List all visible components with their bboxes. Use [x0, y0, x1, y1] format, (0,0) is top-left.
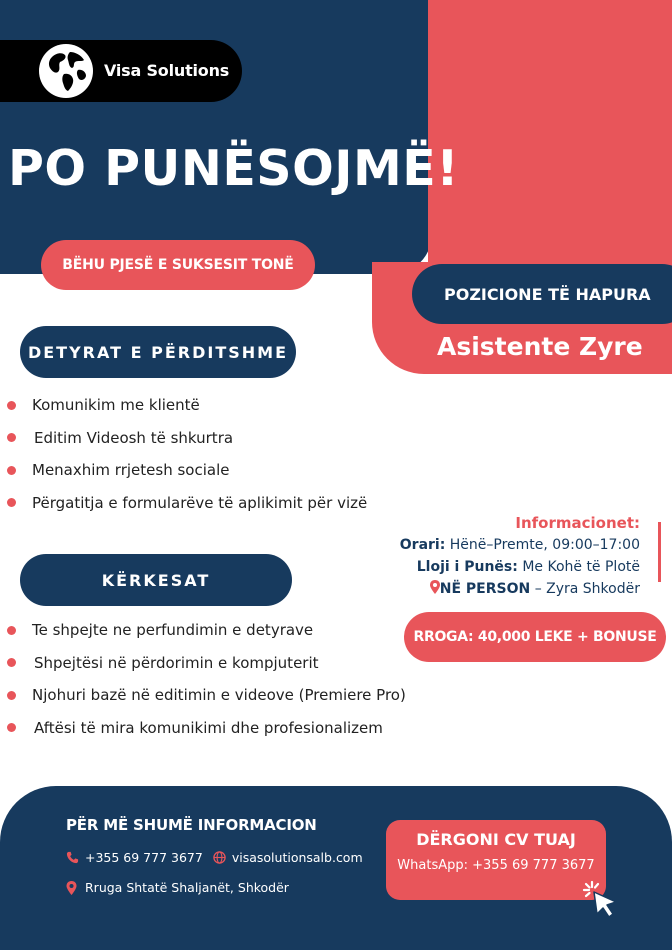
- duties-list: [0, 389, 367, 519]
- open-positions-pill: POZICIONE TË HAPURA: [412, 264, 672, 324]
- bullet-icon: [7, 433, 16, 442]
- send-cv-button[interactable]: [386, 820, 606, 900]
- bullet-icon: [7, 626, 16, 635]
- info-hours: [400, 534, 640, 556]
- subtitle-pill: BËHU PJESË E SUKSESIT TONË: [41, 240, 315, 290]
- contact-line: [66, 850, 363, 865]
- list-item: [0, 614, 406, 647]
- list-item: [0, 487, 367, 520]
- info-accent-bar: [658, 522, 661, 582]
- duty-text: Komunikim me klientë: [32, 396, 200, 415]
- type-value: Me Kohë të Plotë: [522, 559, 640, 575]
- bullet-icon: [7, 723, 16, 732]
- duty-text: Përgatitja e formularëve të aplikimit për vizë: [32, 493, 368, 512]
- info-type: [400, 556, 640, 578]
- address-text: Rruga Shtatë Shaljanët, Shkodër: [85, 880, 289, 895]
- info-title: Informacionet:: [515, 514, 640, 532]
- bullet-icon: [7, 466, 16, 475]
- requirement-text: Njohuri bazë në editimin e videove (Premiere Pro): [32, 686, 406, 705]
- headline: PO PUNËSOJMË!: [8, 140, 460, 197]
- bullet-icon: [7, 498, 16, 507]
- phone-number[interactable]: +355 69 777 3677: [85, 850, 203, 865]
- hours-value: Hënë–Premte, 09:00–17:00: [449, 537, 640, 553]
- header-accent: [428, 0, 672, 274]
- bullet-icon: [7, 691, 16, 700]
- footer-title: PËR MË SHUMË INFORMACION: [66, 816, 317, 834]
- phone-icon: [66, 851, 79, 864]
- cursor-click-icon: [582, 880, 622, 920]
- list-item: [0, 679, 406, 712]
- bullet-icon: [7, 401, 16, 410]
- list-item: [0, 647, 406, 680]
- position-title: Asistente Zyre: [437, 332, 643, 361]
- location-value: – Zyra Shkodër: [534, 581, 640, 597]
- requirement-text: Aftësi të mira komunikimi dhe profesionalizem: [34, 718, 383, 737]
- duty-text: Editim Videosh të shkurtra: [34, 428, 234, 447]
- website-link[interactable]: visasolutionsalb.com: [231, 850, 363, 865]
- map-pin-icon: [66, 881, 77, 895]
- job-info: [400, 512, 640, 600]
- bullet-icon: [7, 658, 16, 667]
- list-item: [0, 422, 367, 455]
- requirement-text: Shpejtësi në përdorimin e kompjuterit: [34, 653, 319, 672]
- duty-text: Menaxhim rrjetesh sociale: [32, 461, 230, 480]
- hours-label: Orari:: [399, 537, 446, 553]
- address-line: [66, 880, 289, 895]
- map-pin-icon: [430, 580, 440, 594]
- location-label: NË PERSON: [439, 581, 531, 597]
- list-item: [0, 389, 367, 422]
- requirements-heading: KËRKESAT: [20, 554, 292, 606]
- cta-title: DËRGONI CV TUAJ: [416, 830, 576, 849]
- list-item: [0, 712, 406, 745]
- requirement-text: Te shpejte ne perfundimin e detyrave: [32, 621, 314, 640]
- list-item: [0, 454, 367, 487]
- salary-pill: RROGA: 40,000 LEKE + BONUSE: [404, 612, 666, 662]
- cta-whatsapp: WhatsApp: +355 69 777 3677: [397, 858, 595, 873]
- info-location: [400, 578, 640, 600]
- globe-icon: [38, 43, 94, 99]
- globe-icon: [213, 851, 226, 864]
- duties-heading: DETYRAT E PËRDITSHME: [20, 326, 296, 378]
- brand-name: Visa Solutions: [104, 61, 230, 80]
- requirements-list: [0, 614, 406, 744]
- type-label: Lloji i Punës:: [416, 559, 518, 575]
